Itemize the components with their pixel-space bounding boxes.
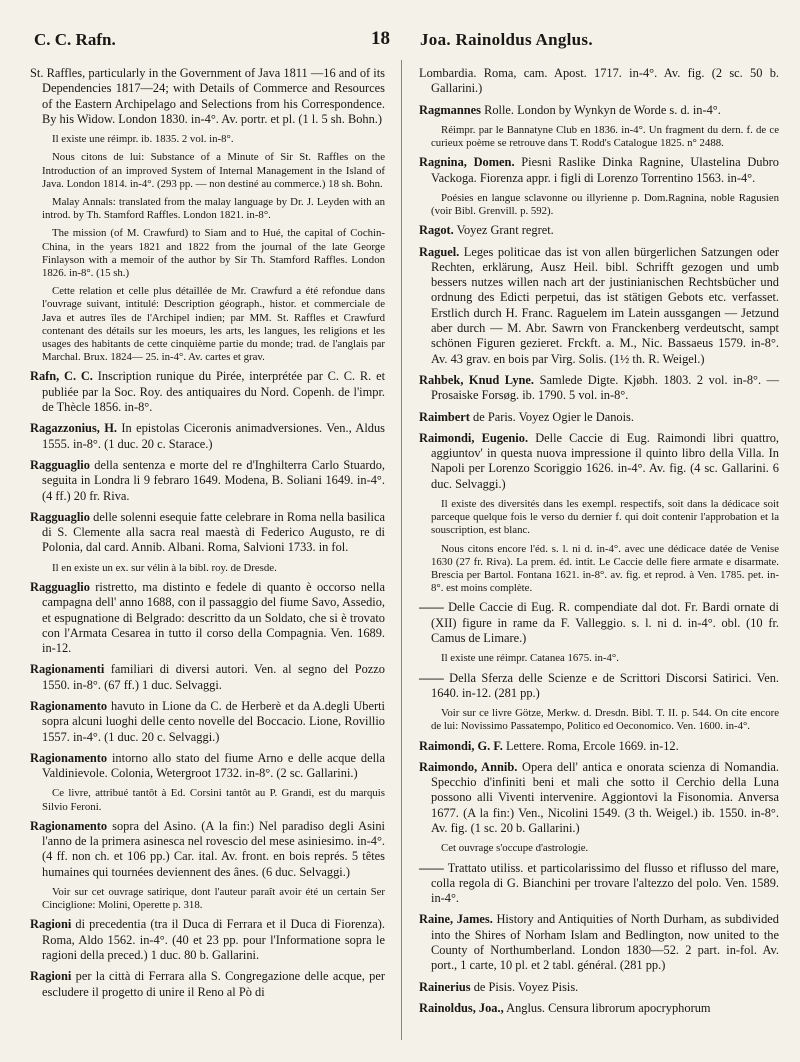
bibliographic-note xyxy=(419,707,779,733)
entry-headword: Raimondo, Annib. xyxy=(419,759,518,774)
entry-text: Della Sferza delle Scienze e de Scrittori Discorsi Satirici. Ven. 1640. in-12. (281 pp.) xyxy=(431,670,779,700)
entry-headword: Ragguaglio xyxy=(30,457,90,472)
entry-text: della sentenza e morte del re d'Inghilterra Carlo Stuardo, seguita in Londra li 9 febraro 1649. Modena, B. Soliani 1649. in-4°. (4 ff.) 20 fr. Riva. xyxy=(42,457,385,503)
bibliographic-entry xyxy=(419,410,779,425)
entry-headword: Raimondi, G. F. xyxy=(419,738,503,753)
bibliographic-note xyxy=(30,285,385,364)
entry-text: Samlede Digte. Kjøbh. 1803. 2 vol. in-8°. — Prosaiske Forsøg. ib. 1790. 5 vol. in-8°. xyxy=(431,372,780,403)
entry-text: Anglus. Censura librorum apocryphorum xyxy=(503,1000,711,1015)
entry-text: Opera dell' antica e onorata scienza di Nomandia. Specchio d'infiniti beni et mali che sotto il Cerchio della Luna possono alli Viventi intervenire. Aggiontovi la Fisonomia. Anversa 1677. (A la fin:) Ven., Nicolini 1549. (3 th. Weigel.) ib. 1550. in-8°. Av. fig. (1 sc. 20 b. Gallarini.) xyxy=(431,759,779,836)
entry-headword: Rafn, C. C. xyxy=(30,369,93,384)
bibliographic-entry xyxy=(30,510,385,556)
entry-headword: Ragguaglio xyxy=(30,579,90,594)
note-text: Poésies en langue sclavonne ou illyrienne p. Dom.Ragnina, noble Ragusien (voir Bibl. Grenvill. p. 592). xyxy=(431,191,779,218)
entry-headword: Ragazzonius, H. xyxy=(30,421,117,436)
entry-headword: —— xyxy=(419,600,444,615)
entry-headword: —— xyxy=(419,670,444,685)
note-text: The mission (of M. Crawfurd) to Siam and to Hué, the capital of Cochin-China, in the years 1821 and 1822 from the journal of the late George Finlayson with a memoir of the author by Sir Th. Stamford Raffles. London 1826. in-8°. (15 sh.) xyxy=(42,227,385,280)
bibliographic-entry xyxy=(419,600,779,646)
entry-text: delle solenni esequie fatte celebrare in Roma nella basilica di S. Clemente alla sacra real maestà di Federico Augusto, re di Polonia, dal card. Annib. Albani. Roma, Salvioni 1733. in fol. xyxy=(42,509,385,555)
bibliographic-entry xyxy=(419,1001,779,1016)
bibliographic-note xyxy=(30,133,385,146)
bibliographic-entry xyxy=(30,421,385,452)
entry-headword: Ragionamento xyxy=(30,750,108,765)
entry-text: Rolle. London by Wynkyn de Worde s. d. in-4°. xyxy=(480,102,721,117)
right-column xyxy=(419,66,779,1022)
entry-text: intorno allo stato del fiume Arno e delle acque della Valdinievole. Colonia, Wetergroot 1732. in-8°. (2 sc. Gallarini.) xyxy=(42,750,385,781)
entry-text: In epistolas Ciceronis animadversiones. Ven., Aldus 1555. in-8°. (1 duc. 20 c. Starace.) xyxy=(42,421,385,451)
bibliographic-entry xyxy=(419,66,779,97)
note-text: Cet ouvrage s'occupe d'astrologie. xyxy=(441,842,589,855)
bibliographic-entry xyxy=(419,373,779,404)
entry-text: Leges politicae das ist von allen bürgerlichen Satzungen oder Rechten, erklärung, Ausz Heil. bibl. Schrifft gezogen und umb bessers nutzes willen nach art der justinianischen Rechtsbücher und ordnung des Edicti perpetui, das ist stätigen Gebots etc. verfasset. Erstlich durch H. Franc. Raguelem im Latein aussgangen — Jetzund aber durch — M. Abr. Sawrn von Franckenberg verdeutscht, sampt schönen Figuren gezieret. Frckft. a. M., Nic. Bassaeus 1579. in-8°. Av. 43 grav. en bois par Virg. Solis. (1½ th. R. Weigel.) xyxy=(431,244,779,366)
entry-headword: Ragot. xyxy=(419,223,454,238)
entry-text: Delle Caccie di Eug. Raimondi libri quattro, aggiuntov' in questa nuova impressione il quinto libro della Villa. In Napoli per Lorenzo Scoriggio 1626. in-4°. Av. fig. (4 sc. Gallarini. 6 duc. Selvaggi.) xyxy=(431,430,779,491)
entry-headword: Raimondi, Eugenio. xyxy=(419,430,529,445)
column-divider xyxy=(401,60,402,1040)
entry-text: St. Raffles, particularly in the Government of Java 1811 —16 and of its Dependencies 1817—24; with Details of Commerce and Resources of the Eastern Archipelago and Selections from his Correspondence. By his Widow. London 1830. in-4°. Av. portr. et pl. (1 l. 5 sh. Bohn.) xyxy=(30,66,385,126)
bibliographic-note xyxy=(419,192,779,218)
bibliographic-note xyxy=(30,886,385,912)
bibliographic-entry xyxy=(419,245,779,367)
entry-headword: Raine, James. xyxy=(419,912,493,927)
entry-headword: Ragionamenti xyxy=(30,662,105,677)
entry-text: Delle Caccie di Eug. R. compendiate dal dot. Fr. Bardi ornate di (XII) figure in rame da F. Valleggio. s. l. ni d. in-4°. obl. (10 fr. Camus de Limare.) xyxy=(431,600,779,646)
note-text: Voir sur ce livre Götze, Merkw. d. Dresdn. Bibl. T. II. p. 544. On cite encore de lui: Novissimo Passatempo, Politico ed Oeconomico. Ven. 1600. in-4°. xyxy=(431,707,779,733)
note-text: Voir sur cet ouvrage satirique, dont l'auteur paraît avoir été un certain Ser Cinciglione: Molini, Operette p. 318. xyxy=(42,886,385,912)
entry-headword: Rahbek, Knud Lyne. xyxy=(419,372,535,387)
entry-headword: Ragioni xyxy=(30,917,72,932)
entry-headword: Ragionamento xyxy=(30,698,108,713)
bibliographic-entry xyxy=(419,861,779,907)
entry-text: Voyez Grant regret. xyxy=(453,223,554,238)
entry-text: Trattato utiliss. et particolarissimo del flusso et riflusso del mare, colla regola di G. Bianchini per trovare l'altezzo del polo. Ven. 1589. in-4°. xyxy=(431,860,779,906)
bibliographic-entry xyxy=(419,155,779,186)
bibliographic-entry xyxy=(30,369,385,415)
bibliographic-entry xyxy=(419,223,779,238)
header-right-title: Joa. Rainoldus Anglus. xyxy=(420,30,593,49)
bibliographic-entry xyxy=(30,662,385,693)
note-text: Il existe des diversités dans les exempl. respectifs, soit dans la dédicace soit parceque quelque fois le verso du dernier f. qui doit contenir l'approbation et la souscription, est blanc. xyxy=(431,498,779,537)
entry-headword: Rainoldus, Joa., xyxy=(419,1000,504,1015)
entry-text: di precedentia (tra il Duca di Ferrara et il Duca di Fiorenza). Roma, Aldo 1562. in-4°. (40 et 23 pp. pour l'Informatione sopra le ragioni della preced.) 1 duc. 80 b. Gallarini. xyxy=(42,917,385,963)
note-text: Malay Annals: translated from the malay language by Dr. J. Leyden with an introd. by Th. Stamford Raffles. London 1821. in-8°. xyxy=(42,196,385,222)
bibliographic-entry xyxy=(30,580,385,656)
bibliographic-entry xyxy=(30,969,385,1000)
note-text: Nous citons encore l'éd. s. l. ni d. in-4°. avec une dédicace datée de Venise 1630 (27 fr. Riva). La prem. éd. intit. Le Caccie delle fiere armate e disarmate. Brescia per Bartol. Fontana 1621. in-8°. av. fig. et reprod. à Ven. 1785. pet. in-8°. est moins complète. xyxy=(431,542,779,595)
bibliographic-entry xyxy=(419,739,779,754)
entry-text: familiari di diversi autori. Ven. al segno del Pozzo 1550. in-8°. (67 ff.) 1 duc. Selvaggi. xyxy=(42,662,385,692)
running-header xyxy=(0,30,800,56)
entry-headword: —— xyxy=(419,860,444,875)
bibliographic-note xyxy=(30,562,385,575)
bibliographic-entry xyxy=(30,751,385,782)
bibliographic-entry xyxy=(30,66,385,127)
header-left-title: C. C. Rafn. xyxy=(34,30,116,49)
left-column xyxy=(30,66,385,1006)
entry-text: History and Antiquities of North Durham, as subdivided into the Shires of Norham Islam and Bedlington, now united to the County of Northumberland. London 1830—52. 2 part. in-fol. Av. port., 1 carte, 10 pl. et 2 tabl. général. (281 pp.) xyxy=(431,912,779,973)
entry-text: havuto in Lione da C. de Herberè et da A.degli Uberti sopra alcuni luoghi delle cento novelle del Boccacio. Lione, Rovillio 1557. in-4°. (1 duc. 20 c. Selvaggi.) xyxy=(42,698,385,744)
note-text: Il existe une réimpr. Catanea 1675. in-4°. xyxy=(441,652,619,665)
entry-headword: Raimbert xyxy=(419,409,470,424)
bibliographic-entry xyxy=(419,912,779,973)
bibliographic-entry xyxy=(419,980,779,995)
entry-headword: Rainerius xyxy=(419,979,471,994)
entry-headword: Ragmannes xyxy=(419,102,481,117)
bibliographic-entry xyxy=(30,917,385,963)
bibliographic-note xyxy=(30,787,385,813)
entry-text: per la città di Ferrara alla S. Congregazione delle acque, per escludere il progetto di unire il Reno al Pò di xyxy=(42,969,385,999)
bibliographic-entry xyxy=(30,819,385,880)
bibliographic-note xyxy=(419,543,779,596)
note-text: Il existe une réimpr. ib. 1835. 2 vol. in-8°. xyxy=(52,133,234,146)
bibliographic-note xyxy=(419,842,779,855)
page-number: 18 xyxy=(371,28,390,49)
bibliographic-entry xyxy=(419,103,779,118)
bibliographic-entry xyxy=(419,671,779,702)
bibliographic-entry xyxy=(30,458,385,504)
note-text: Nous citons de lui: Substance of a Minute of Sir St. Raffles on the Introduction of an improved System of Internal Management in the Island of Java. London 1814. in-4°. (293 pp. — non destiné au commerce.) 18 sh. Bohn. xyxy=(42,151,385,190)
entry-headword: Ragioni xyxy=(30,969,72,984)
entry-headword: Raguel. xyxy=(419,244,460,259)
entry-text: de Pisis. Voyez Pisis. xyxy=(470,979,579,994)
bibliographic-entry xyxy=(419,760,779,836)
bibliographic-entry xyxy=(30,699,385,745)
bibliographic-note xyxy=(419,652,779,665)
entry-text: Inscription runique du Pirée, interprétée par C. C. R. et publiée par la Soc. Roy. des antiquaires du Nord. Copenh. de l'impr. de Thècle 1856. in-8°. xyxy=(42,369,386,415)
bibliographic-note xyxy=(30,227,385,280)
entry-headword: Ragguaglio xyxy=(30,509,90,524)
note-text: Ce livre, attribué tantôt à Ed. Corsini tantôt au P. Grandi, est du marquis Silvio Feroni. xyxy=(42,787,385,813)
bibliographic-note xyxy=(419,124,779,150)
entry-text: Lombardia. Roma, cam. Apost. 1717. in-4°. Av. fig. (2 sc. 50 b. Gallarini.) xyxy=(419,66,779,96)
entry-text: ristretto, ma distinto e fedele di quanto è occorso nella campagna dell' anno 1688, con il passaggio del fiume Savo, Assedio, et espugnatione di Belgrado: descritto da un Soldato, che si è trovato con l'Armata Cesarea in tutto il corso della Compagnia. Ven. 1689. in-12. xyxy=(42,579,385,656)
note-text: Il en existe un ex. sur vélin à la bibl. roy. de Dresde. xyxy=(52,561,277,574)
entry-headword: Ragionamento xyxy=(30,818,108,833)
entry-text: de Paris. Voyez Ogier le Danois. xyxy=(469,409,634,424)
bibliographic-entry xyxy=(419,431,779,492)
bibliographic-note xyxy=(30,196,385,222)
bibliographic-note xyxy=(30,151,385,191)
entry-text: Piesni Raslike Dinka Ragnine, Ulastelina Dubro Vackoga. Fiorenza appr. i figli di Lorenzo Torrentino 1563. in-4°. xyxy=(431,155,779,185)
note-text: Réimpr. par le Bannatyne Club en 1836. in-4°. Un fragment du dern. f. de ce curieux poème se retrouve dans T. Rodd's Catalogue 1825. n° 2488. xyxy=(431,123,779,150)
note-text: Cette relation et celle plus détaillée de Mr. Crawfurd a été refondue dans l'ouvrage suivant, intitulé: Description géograph., histor. et commerciale de Java et autres îles de l'Archipel indien; par MM. St. Raffles et Crawfurd contenant des détails sur les moeurs, les arts, les langues, les religions et les usages des habitants de cette cinquième partie du monde; trad. de l'anglais par Marchal. Brux. 1824— 25. in-4°. Av. cartes et grav. xyxy=(42,285,385,364)
bibliographic-note xyxy=(419,498,779,538)
entry-text: sopra del Asino. (A la fin:) Nel paradiso degli Asini l'anno de la primera asinesca nel rovescio del mese asiniesimo. in-4°. (4 ff. non ch. et 106 pp.) Car. ital. Av. front. en bois représ. 5 têtes humaines qui tournées deviennent des ânes. (6 duc. Selvaggi.) xyxy=(42,818,385,879)
entry-text: Lettere. Roma, Ercole 1669. in-12. xyxy=(502,738,679,753)
entry-headword: Ragnina, Domen. xyxy=(419,155,515,170)
